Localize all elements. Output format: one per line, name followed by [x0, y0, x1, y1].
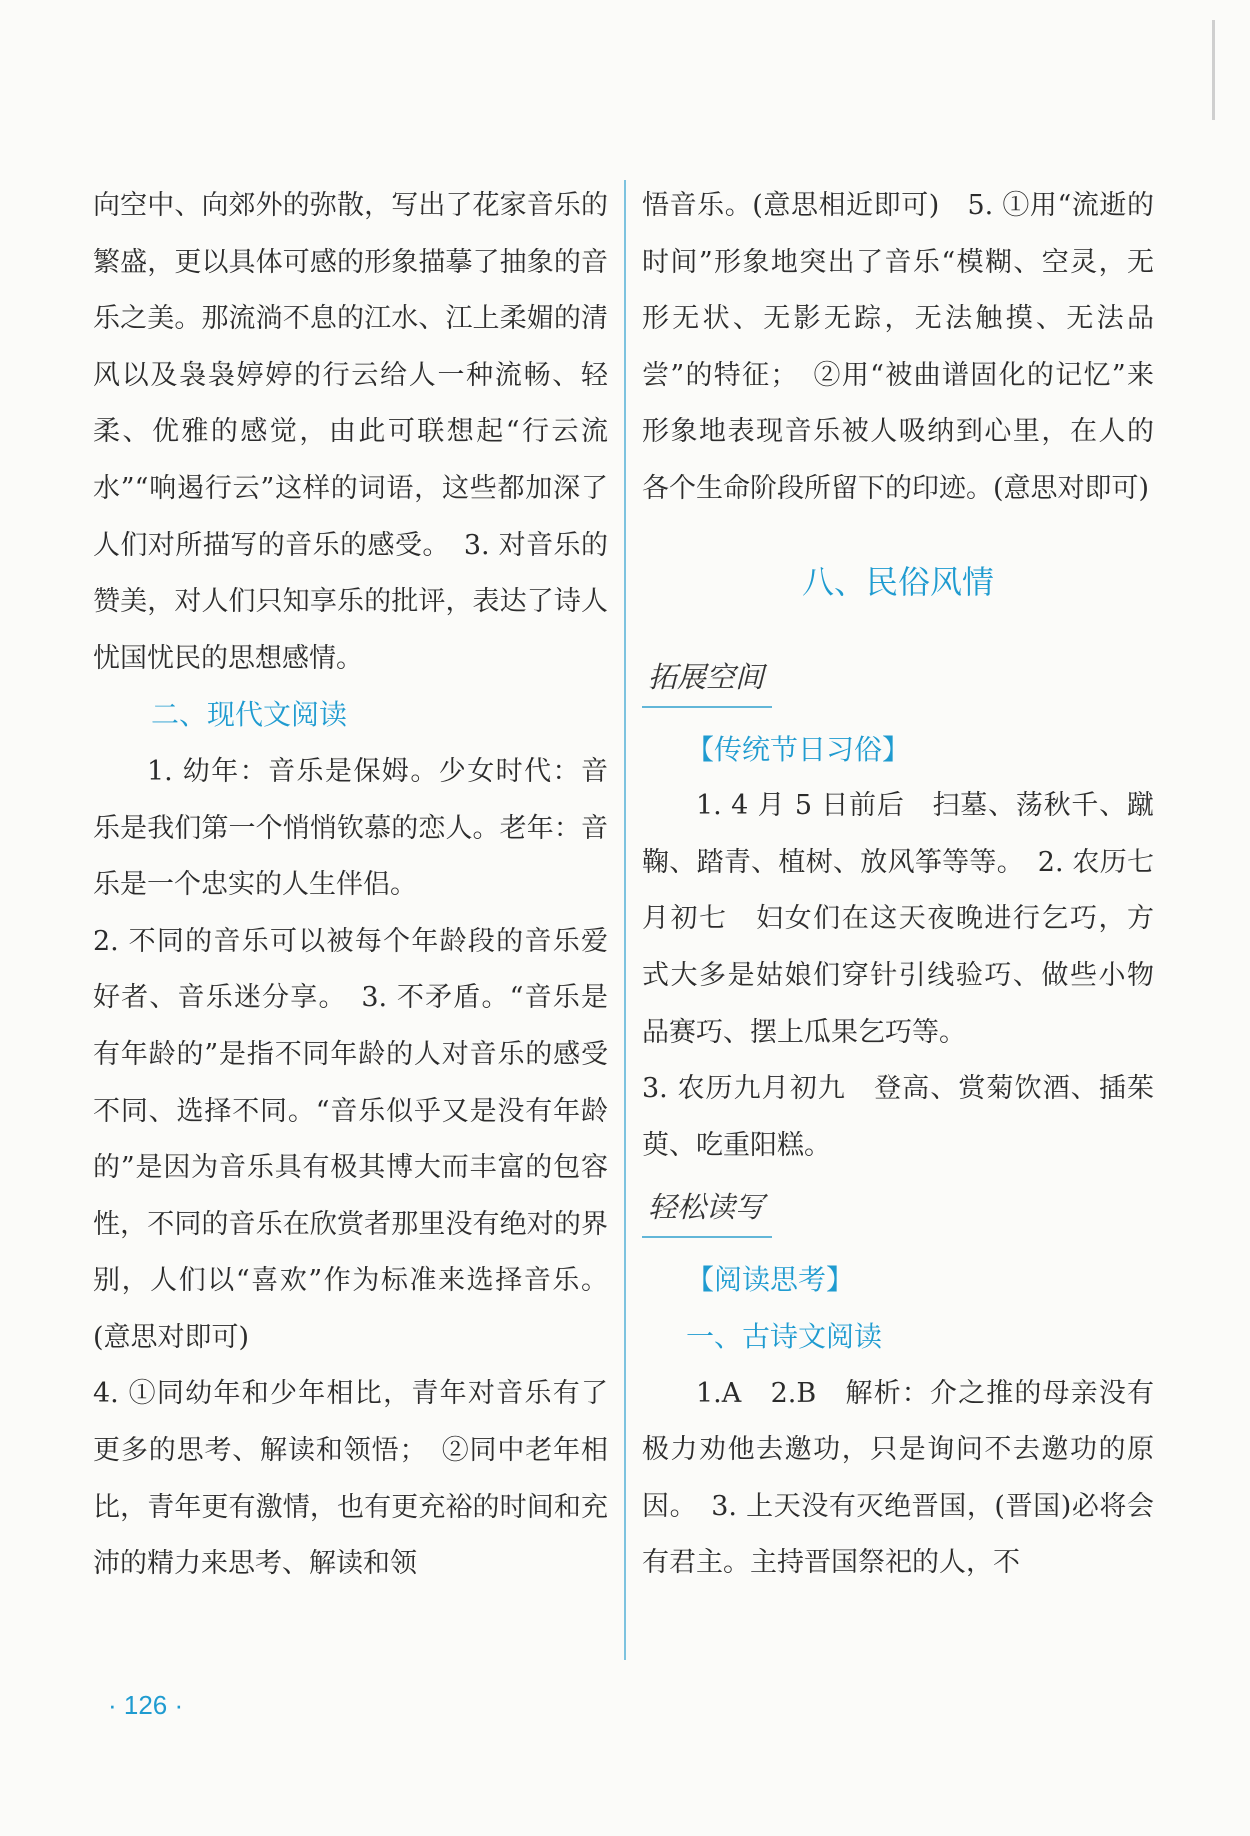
- page-number: · 126 ·: [108, 1690, 184, 1720]
- left-paragraph-2: 1. 幼年：音乐是保姆。少女时代：音乐是我们第一个悄悄钦慕的恋人。老年：音乐是一个忠实的人生伴侣。: [93, 755, 608, 901]
- right-paragraph-1: 悟音乐。(意思相近即可) 5. ①用“流逝的时间”形象地突出了音乐“模糊、空灵，无形无状、无影无踪，无法触摸、无法品尝”的特征； ②用“被曲谱固化的记忆”来形象地表现音乐被人吸纳到心里，在人的各个生命阶段所留下的印迹。(意思对即可): [642, 190, 1154, 504]
- right-paragraph-2: 1. 4 月 5 日前后 扫墓、荡秋千、蹴鞠、踏青、植树、放风筝等等。 2. 农历七月初七 妇女们在这天夜晚进行乞巧，方式大多是姑娘们穿针引线验巧、做些小物品赛巧、摆上瓜果乞巧等。: [642, 790, 1154, 1048]
- right-column: [642, 178, 1154, 1592]
- section-title-extension: 拓展空间: [642, 652, 772, 708]
- chapter-title: 八、民俗风情: [801, 562, 994, 601]
- subsection-festival-customs: 【传统节日习俗】: [686, 732, 911, 766]
- left-paragraph-4: 4. ①同幼年和少年相比，青年对音乐有了更多的思考、解读和领悟； ②同中老年相比，青年更有激情，也有更充裕的时间和充沛的精力来思考、解读和领: [93, 1378, 608, 1580]
- right-paragraph-4: 1.A 2.B 解析：介之推的母亲没有极力劝他去邀功，只是询问不去邀功的原因。 3. 上天没有灭绝晋国，(晋国)必将会有君主。主持晋国祭祀的人，不: [642, 1377, 1154, 1579]
- left-paragraph-3: 2. 不同的音乐可以被每个年龄段的音乐爱好者、音乐迷分享。 3. 不矛盾。“音乐是有年龄的”是指不同年龄的人对音乐的感受不同、选择不同。“音乐似乎又是没有年龄的”是因为音乐具有极其博大而丰富的包容性，不同的音乐在欣赏者那里没有绝对的界别，人们以“喜欢”作为标准来选择音乐。(意思对即可): [93, 925, 608, 1353]
- section-title-easy-reading: 轻松读写: [642, 1182, 772, 1238]
- left-paragraph-1: 向空中、向郊外的弥散，写出了花家音乐的繁盛，更以具体可感的形象描摹了抽象的音乐之美。那流淌不息的江水、江上柔媚的清风以及袅袅婷婷的行云给人一种流畅、轻柔、优雅的感觉，由此可联想起“行云流水”“响遏行云”这样的词语，这些都加深了人们对所描写的音乐的感受。 3. 对音乐的赞美，对人们只知享乐的批评，表达了诗人忧国忧民的思想感情。: [93, 190, 608, 674]
- page-edge-line: [1212, 20, 1215, 120]
- right-heading-classical-reading: 一、古诗文阅读: [686, 1319, 883, 1353]
- left-heading-modern-reading: 二、现代文阅读: [151, 698, 348, 732]
- right-paragraph-3: 3. 农历九月初九 登高、赏菊饮酒、插茱萸、吃重阳糕。: [642, 1073, 1154, 1161]
- left-column: [93, 178, 608, 1593]
- column-divider: [624, 180, 626, 1660]
- subsection-reading-thinking: 【阅读思考】: [686, 1263, 855, 1297]
